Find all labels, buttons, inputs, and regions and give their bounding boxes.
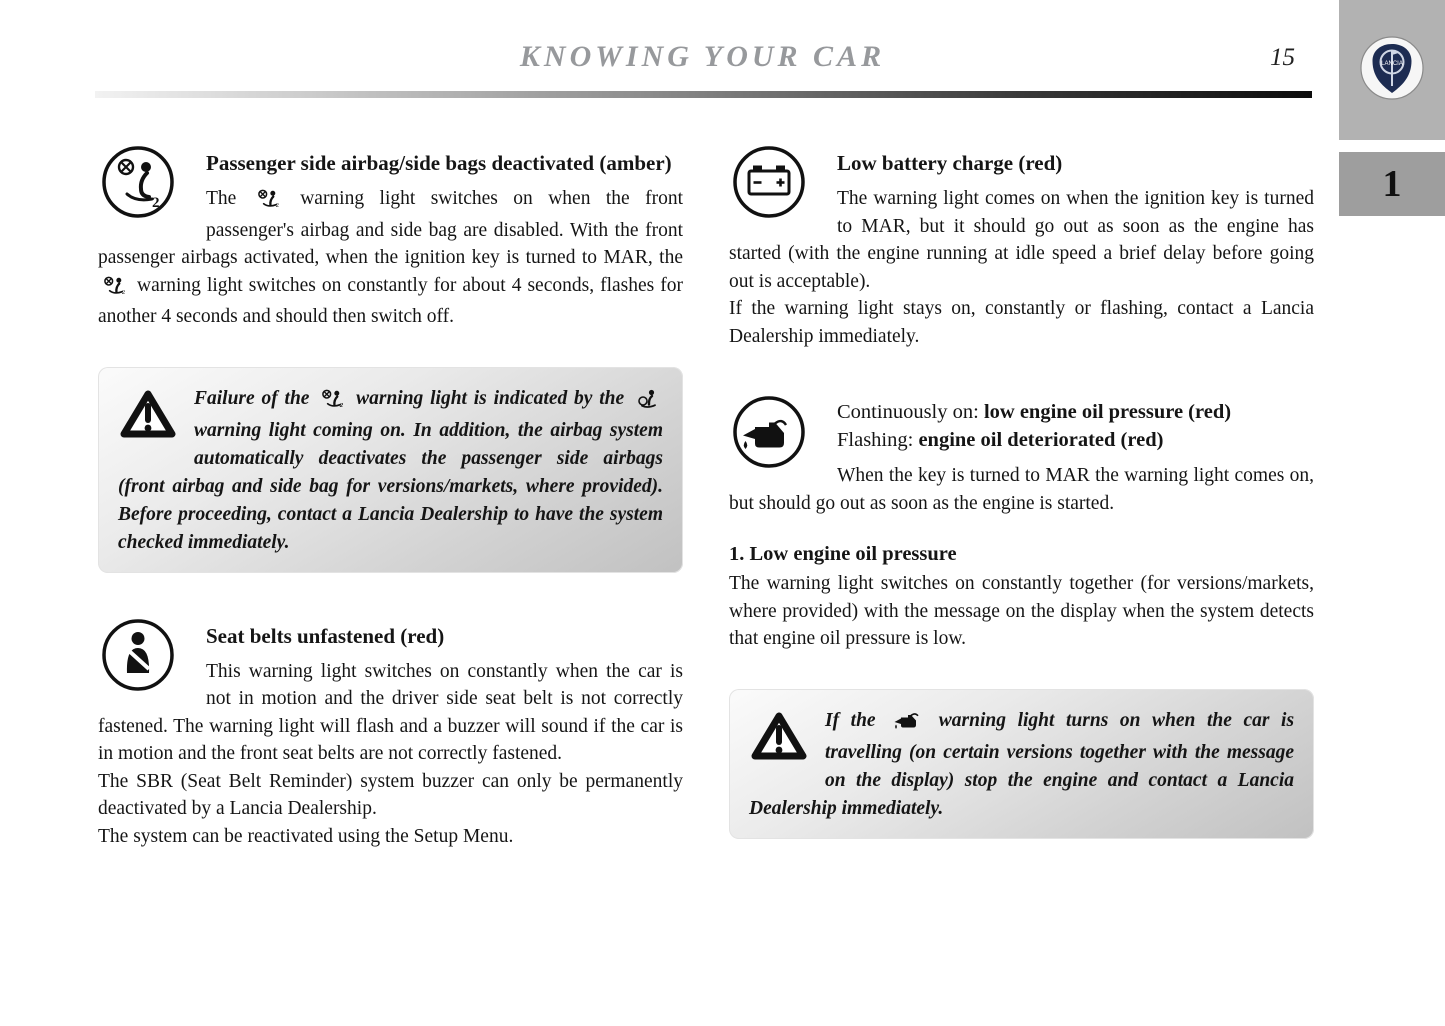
seatbelt-paragraph: The system can be reactivated using the Setup Menu. bbox=[98, 825, 514, 847]
airbag-deactivated-inline-icon bbox=[103, 275, 126, 304]
text-segment: warning light turns on when the car is travelling (on certain versions together with the message on the display) stop the engine and contact a Lancia Dealership immediately. bbox=[749, 709, 1295, 819]
oil-warning-box bbox=[729, 689, 1314, 839]
seat-belts-unfastened-icon bbox=[100, 617, 176, 693]
text-segment: Flashing: bbox=[837, 429, 919, 451]
airbag-warning-text bbox=[118, 385, 663, 557]
airbag-warning-box bbox=[98, 367, 683, 573]
oil-section-heading bbox=[729, 392, 1314, 454]
oil-subparagraph: The warning light switches on constantly together (for versions/markets, where provided) with the message on the display when the system detects that engine oil pressure is low. bbox=[729, 573, 1314, 649]
svg-text:2: 2 bbox=[339, 401, 344, 408]
text-segment: engine oil deteriorated (red) bbox=[918, 429, 1164, 451]
text-segment: low engine oil pressure (red) bbox=[983, 401, 1232, 423]
low-battery-charge-icon bbox=[731, 144, 807, 220]
engine-oil-pressure-icon bbox=[731, 394, 807, 470]
text-segment: warning light switches on constantly for about 4 seconds, flashes for another 4 seconds and should then switch off. bbox=[98, 274, 683, 327]
airbag-deactivated-inline-icon bbox=[257, 188, 280, 217]
warning-triangle-icon bbox=[751, 711, 807, 766]
battery-section-heading: Low battery charge (red) bbox=[837, 151, 1063, 175]
seatbelt-section bbox=[98, 615, 683, 851]
left-column bbox=[98, 126, 683, 850]
text-segment: warning light coming on. In addition, the airbag system automatically deactivates the passenger side airbags (front airbag and side bag for versions/markets, where provided). Before proceeding, contact a Lancia Dealership to have the system checked immediately. bbox=[118, 419, 663, 553]
text-segment: warning light switches on when the front passenger's airbag and side bag are disabled. With the front passenger airbags activated, when the ignition key is turned to MAR, the bbox=[98, 188, 684, 268]
sidebar-logo-band bbox=[1339, 0, 1445, 140]
seatbelt-paragraph: This warning light switches on constantly when the car is not in motion and the driver side seat belt is not correctly fastened. The warning light will flash and a buzzer will sound if the car is in motion and the front seat belts are not correctly fastened. bbox=[98, 660, 683, 764]
oil-subheading: 1. Low engine oil pressure bbox=[729, 543, 957, 565]
header-gradient-rule bbox=[95, 91, 1312, 98]
text-segment: If the bbox=[825, 709, 876, 731]
airbag-section bbox=[98, 142, 683, 331]
page-title: KNOWING YOUR CAR bbox=[519, 40, 886, 73]
battery-paragraph: If the warning light stays on, constantly or flashing, contact a Lancia Dealership immediately. bbox=[729, 298, 1314, 347]
oil-can-inline-icon bbox=[892, 711, 922, 739]
page-number: 15 bbox=[1270, 44, 1295, 71]
oil-paragraph: When the key is turned to MAR the warning light comes on, but should go out as soon as the engine is started. bbox=[729, 465, 1314, 514]
text-segment: Continuously on: bbox=[837, 401, 984, 423]
lancia-logo-icon bbox=[1359, 35, 1425, 106]
svg-text:2: 2 bbox=[152, 195, 160, 211]
airbag-section-heading: Passenger side airbag/side bags deactivated (amber) bbox=[206, 151, 672, 175]
oil-section bbox=[729, 392, 1314, 653]
battery-paragraph: The warning light comes on when the ignition key is turned to MAR, but it should go out as soon as the engine has started (with the engine running at idle speed a brief delay before going out is acceptable). bbox=[729, 188, 1314, 292]
airbag-deactivated-inline-icon bbox=[321, 388, 344, 417]
text-segment: warning light is indicated by the bbox=[356, 387, 625, 409]
seatbelt-section-heading: Seat belts unfastened (red) bbox=[206, 623, 445, 648]
seatbelt-paragraph: The SBR (Seat Belt Reminder) system buzzer can only be permanently deactivated by a Lancia Dealership. bbox=[98, 770, 683, 819]
svg-text:2: 2 bbox=[275, 202, 279, 208]
right-column bbox=[729, 126, 1314, 850]
chapter-number-tab: 1 bbox=[1339, 152, 1445, 216]
airbag-paragraph bbox=[98, 185, 683, 331]
chapter-sidebar bbox=[1339, 0, 1445, 1026]
passenger-airbag-deactivated-icon bbox=[100, 144, 176, 220]
airbag-failure-inline-icon bbox=[636, 388, 658, 417]
svg-text:2: 2 bbox=[121, 288, 126, 295]
page-content bbox=[98, 126, 1314, 850]
text-segment: Failure of the bbox=[194, 387, 310, 409]
battery-section bbox=[729, 142, 1314, 350]
oil-warning-text bbox=[749, 707, 1294, 823]
svg-text:LANCIA: LANCIA bbox=[1381, 60, 1403, 67]
text-segment: The bbox=[206, 188, 237, 209]
warning-triangle-icon bbox=[120, 389, 176, 444]
